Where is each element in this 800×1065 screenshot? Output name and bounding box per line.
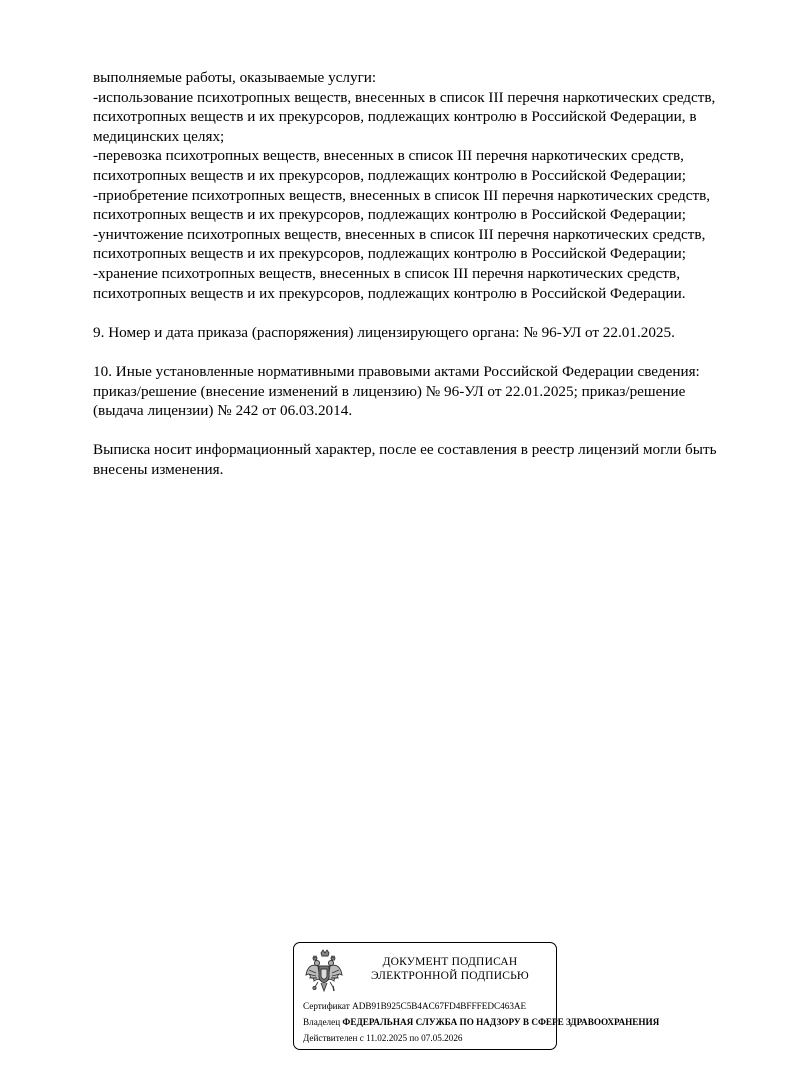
text-line: медицинских целях; bbox=[93, 127, 225, 145]
text-line: психотропных веществ и их прекурсоров, подлежащих контролю в Российской Федерации, в bbox=[93, 108, 697, 126]
activities-list bbox=[93, 68, 763, 303]
stamp-title-line: ДОКУМЕНТ ПОДПИСАН bbox=[382, 956, 518, 968]
text-line: психотропных веществ и их прекурсоров, подлежащих контролю в Российской Федерации; bbox=[93, 206, 686, 224]
order-number-section bbox=[93, 323, 763, 343]
text-line: приказ/решение (внесение изменений в лицензию) № 96-УЛ от 22.01.2025; приказ/решение bbox=[93, 382, 686, 400]
certificate-value: ADB91B925C5B4AC67FD4BFFFEDC463AE bbox=[352, 1001, 527, 1011]
text-line: -перевозка психотропных веществ, внесенных в список III перечня наркотических средств, bbox=[93, 147, 684, 165]
text-line: -использование психотропных веществ, внесенных в список III перечня наркотических средств, bbox=[93, 88, 716, 106]
electronic-signature-stamp bbox=[293, 942, 660, 1050]
spacer bbox=[93, 303, 763, 323]
text-line: Выписка носит информационный характер, после ее составления в реестр лицензий могли быть bbox=[93, 441, 717, 459]
text-line: -уничтожение психотропных веществ, внесенных в список III перечня наркотических средств, bbox=[93, 225, 706, 243]
spacer bbox=[93, 421, 763, 441]
stamp-title bbox=[350, 955, 550, 983]
double-headed-eagle-emblem-icon bbox=[304, 949, 344, 995]
text-line: 9. Номер и дата приказа (распоряжения) лицензирующего органа: № 96-УЛ от 22.01.2025. bbox=[93, 323, 675, 341]
owner-row bbox=[303, 1017, 659, 1028]
owner-value: ФЕДЕРАЛЬНАЯ СЛУЖБА ПО НАДЗОРУ В СФЕРЕ ЗДРАВООХРАНЕНИЯ bbox=[342, 1017, 660, 1027]
certificate-label: Сертификат bbox=[303, 1001, 350, 1011]
text-line: -приобретение психотропных веществ, внесенных в список III перечня наркотических средств, bbox=[93, 186, 711, 204]
other-info-section bbox=[93, 362, 763, 421]
text-line: (выдача лицензии) № 242 от 06.03.2014. bbox=[93, 402, 353, 420]
spacer bbox=[93, 342, 763, 362]
text-line: психотропных веществ и их прекурсоров, подлежащих контролю в Российской Федерации; bbox=[93, 245, 686, 263]
text-line: -хранение психотропных веществ, внесенных в список III перечня наркотических средств, bbox=[93, 264, 681, 282]
text-line: психотропных веществ и их прекурсоров, подлежащих контролю в Российской Федерации; bbox=[93, 166, 686, 184]
owner-label: Владелец bbox=[303, 1017, 341, 1027]
document-body bbox=[93, 68, 763, 479]
text-line: 10. Иные установленные нормативными правовыми актами Российской Федерации сведения: bbox=[93, 362, 700, 380]
text-line: психотропных веществ и их прекурсоров, подлежащих контролю в Российской Федерации. bbox=[93, 284, 686, 302]
stamp-title-line: ЭЛЕКТРОННОЙ ПОДПИСЬЮ bbox=[371, 970, 529, 982]
validity-row bbox=[303, 1033, 463, 1044]
disclaimer-note bbox=[93, 440, 763, 479]
certificate-row bbox=[303, 1001, 526, 1012]
text-line: внесены изменения. bbox=[93, 460, 224, 478]
validity-text: Действителен с 11.02.2025 по 07.05.2026 bbox=[303, 1033, 463, 1043]
text-line: выполняемые работы, оказываемые услуги: bbox=[93, 69, 377, 86]
